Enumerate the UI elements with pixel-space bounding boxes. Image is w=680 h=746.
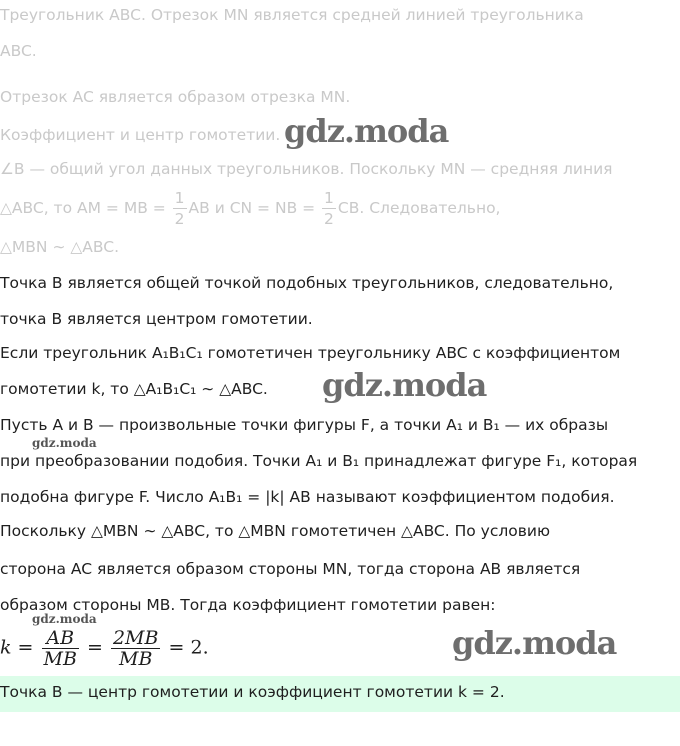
watermark-logo: gdz.moda — [322, 366, 487, 404]
faded-text-5c: CB. Следовательно, — [337, 199, 501, 217]
faded-paragraph-6: △MBN ∼ △ABC. — [0, 238, 119, 256]
watermark-logo-small: gdz.moda — [32, 612, 97, 626]
faded-paragraph-2: Отрезок AC является образом отрезка MN. — [0, 88, 351, 106]
watermark-logo: gdz.moda — [284, 112, 449, 150]
body-line-6: при преобразовании подобия. Точки A₁ и B₁ принадлежат фигуре F₁, которая — [0, 452, 638, 470]
body-line-5: Пусть A и B — произвольные точки фигуры F, а точки A₁ и B₁ — их образы — [0, 416, 609, 434]
coefficient-formula — [0, 628, 209, 669]
body-line-2: точка B является центром гомотетии. — [0, 310, 313, 328]
fraction-ab-mb: $\frac{AB}{MB}$ — [43, 627, 77, 670]
faded-text-5a: △ABC, то AM = MB = — [0, 199, 171, 217]
faded-paragraph-1a: Треугольник ABC. Отрезок MN является средней линией треугольника — [0, 6, 584, 24]
body-line-10: образом стороны MB. Тогда коэффициент гомотетии равен: — [0, 596, 496, 614]
faded-paragraph-3: Коэффициент и центр гомотетии. — [0, 126, 281, 144]
formula-rhs: = 2. — [168, 636, 209, 659]
answer-text: Точка B — центр гомотетии и коэффициент гомотетии k = 2. — [0, 683, 505, 701]
faded-text-5b: AB и CN = NB = — [188, 199, 321, 217]
fraction-half-1: $\frac{1}{2}$ — [174, 189, 185, 228]
body-line-3: Если треугольник A₁B₁C₁ гомотетичен треугольнику ABC с коэффициентом — [0, 344, 621, 362]
fraction-2mb-mb: $\frac{2MB}{MB}$ — [112, 627, 159, 670]
body-line-7: подобна фигуре F. Число A₁B₁ = |k| AB называют коэффициентом подобия. — [0, 488, 615, 506]
answer-box — [0, 676, 680, 712]
body-line-4: гомотетии k, то △A₁B₁C₁ ∼ △ABC. — [0, 380, 268, 398]
watermark-logo: gdz.moda — [452, 624, 617, 662]
formula-lhs: k = — [0, 636, 34, 659]
faded-paragraph-1b: ABC. — [0, 42, 37, 60]
body-line-8: Поскольку △MBN ∼ △ABC, то △MBN гомотетичен △ABC. По условию — [0, 522, 551, 540]
body-line-9: сторона AC является образом стороны MN, тогда сторона AB является — [0, 560, 581, 578]
watermark-logo-small: gdz.moda — [32, 436, 97, 450]
faded-paragraph-5 — [0, 188, 500, 229]
body-line-1: Точка B является общей точкой подобных треугольников, следовательно, — [0, 274, 614, 292]
formula-eq: = — [87, 636, 103, 659]
fraction-half-2: $\frac{1}{2}$ — [324, 189, 334, 228]
faded-paragraph-4: ∠B — общий угол данных треугольников. Поскольку MN — средняя линия — [0, 160, 613, 178]
